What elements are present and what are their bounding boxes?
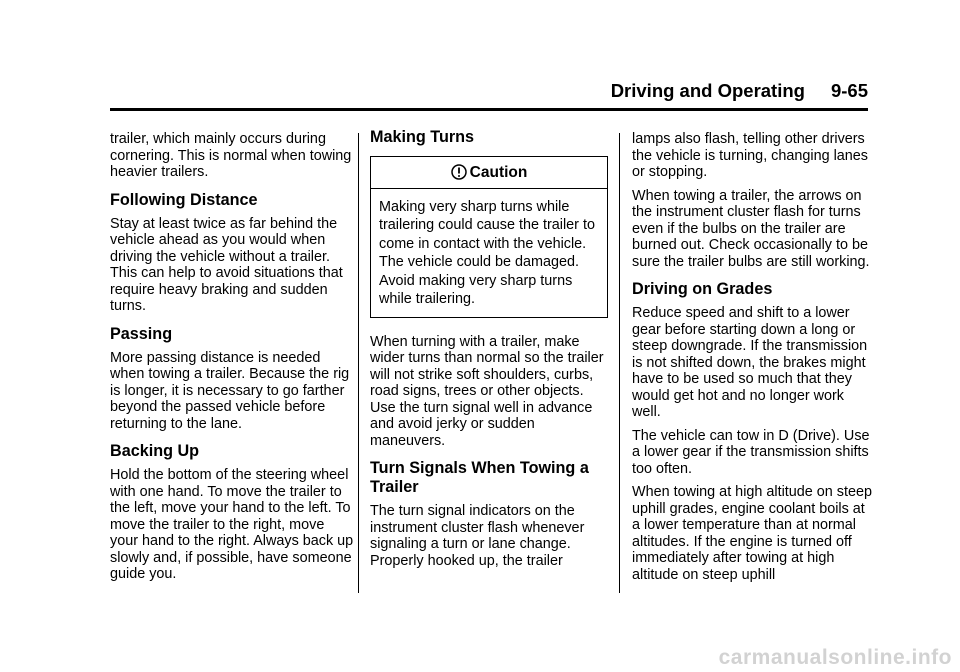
- caution-header: [371, 157, 607, 189]
- following-distance-paragraph: Stay at least twice as far behind the vehicle ahead as you would when driving the vehicle without a trailer. This can help to avoid situations that require heavy braking and sudden turns.: [110, 215, 343, 314]
- turn-signals-paragraph: The turn signal indicators on the instrument cluster flash whenever signaling a turn or lane change. Properly hooked up, the trailer: [370, 503, 585, 569]
- page-header: [110, 80, 868, 111]
- grades-paragraph-3: When towing at high altitude on steep uphill grades, engine coolant boils at a lower temperature than at normal altitudes. If the engine is turned off immediately after towing at high altitude on steep uphill: [632, 484, 873, 583]
- heading-turn-signals: Turn Signals When Towing a Trailer: [370, 459, 589, 496]
- grades-paragraph-2: The vehicle can tow in D (Drive). Use a lower gear if the transmission shifts too often.: [632, 427, 870, 477]
- column-1: [110, 131, 355, 590]
- column-2: [370, 128, 610, 576]
- watermark: carmanualsonline.info: [718, 646, 952, 669]
- page-number: 9-65: [830, 80, 868, 101]
- heading-driving-on-grades: Driving on Grades: [632, 280, 773, 298]
- passing-paragraph: More passing distance is needed when towing a trailer. Because the rig is longer, it is necessary to go farther beyond the passed vehicle before returning to the lane.: [110, 349, 350, 432]
- lamps-paragraph: lamps also flash, telling other drivers the vehicle is turning, changing lanes or stopping.: [632, 131, 868, 180]
- column-3: [632, 131, 872, 590]
- heading-following-distance: Following Distance: [110, 190, 258, 209]
- heading-passing: Passing: [110, 324, 173, 343]
- column-divider-1: [358, 133, 359, 593]
- arrows-paragraph: When towing a trailer, the arrows on the instrument cluster flash for turns even if the bulbs on the trailer are burned out. Check occasionally to be sure the trailer bulbs are still working.: [632, 187, 870, 270]
- intro-paragraph: trailer, which mainly occurs during cornering. This is normal when towing heavier trailers.: [110, 131, 352, 180]
- heading-backing-up: Backing Up: [110, 442, 200, 460]
- grades-paragraph-1: Reduce speed and shift to a lower gear before starting down a long or steep downgrade. If the transmission is not shifted down, the brakes might have to be used so much that they would get hot and no longer work well.: [632, 305, 868, 420]
- caution-title: Caution: [469, 164, 528, 181]
- caution-text: Making very sharp turns while trailering could cause the trailer to come in contact with the vehicle. The vehicle could be damaged. Avoid making very sharp turns while trailering.: [379, 198, 595, 307]
- column-divider-2: [619, 133, 620, 593]
- heading-making-turns: Making Turns: [370, 128, 475, 146]
- making-turns-paragraph: When turning with a trailer, make wider turns than normal so the trailer will not strike soft shoulders, curbs, road signs, trees or other objects. Use the turn signal well in advance and avoid jerky or sudden maneuvers.: [370, 333, 604, 449]
- section-title: Driving and Operating: [610, 80, 805, 101]
- caution-box: [370, 156, 608, 318]
- backing-up-paragraph: Hold the bottom of the steering wheel with one hand. To move the trailer to the left, move your hand to the left. To move the trailer to the right, move your hand to the right. Always back up slowly and, if possible, have someone guide you.: [110, 467, 354, 582]
- warning-icon: [451, 164, 470, 181]
